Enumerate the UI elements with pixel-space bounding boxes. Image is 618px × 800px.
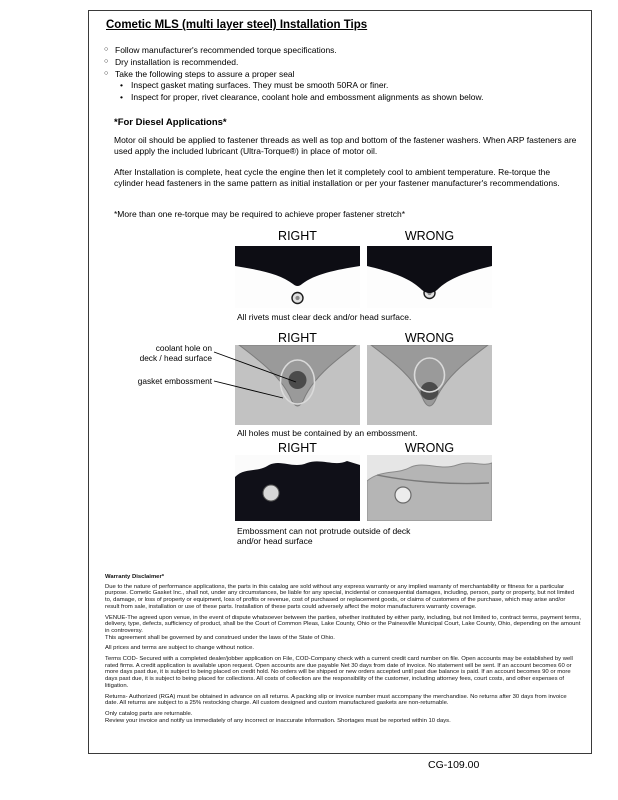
callout-gasket-embossment: gasket embossment — [137, 376, 212, 386]
terms-cod-paragraph: Terms COD- Secured with a completed dealer/jobber application on File, COD-Company check with a current credit card number on file. Open accounts may be established by well rated firms. A credit application is available upon request. Open accounts are due payable Net 30 days from date of invoice. No statement will be sent. If an account becomes 60 or more days past due, it is subject to being placed on credit hold. No orders will be shipped or new orders accepted until past due balance is paid. If an account becomes 90 or more days past due, it is subject to being placed for collections. All costs of collection are the responsibility of the customer, including attorney fees, court costs, and other expenses of litigation. — [105, 656, 573, 689]
warranty-disclaimer-section — [105, 574, 581, 724]
right-label-row2: RIGHT — [278, 331, 317, 345]
prices-terms-line: All prices and terms are subject to change without notice. — [105, 645, 254, 652]
installation-tips-list — [104, 45, 578, 104]
tip-text: Dry installation is recommended. — [115, 56, 239, 67]
rivet-clear-right-image — [235, 246, 360, 308]
callout-coolant-line1: coolant hole on — [155, 343, 212, 353]
catalog-parts-line: Only catalog parts are returnable. — [105, 710, 193, 717]
diagram-rivet-right — [235, 246, 360, 308]
caption-row1: All rivets must clear deck and/or head surface. — [237, 312, 412, 322]
caption-row2: All holes must be contained by an embossment. — [237, 428, 418, 438]
wrong-label-row2: WRONG — [404, 331, 455, 345]
returns-paragraph: Returns- Authorized (RGA) must be obtained in advance on all returns. A packing slip or invoice number must accompany the merchandise. No returns after 30 days from invoice date. All returns are subject to a 25% restocking charge. All custom designed and custom manufactured gaskets are non-returnable. — [105, 693, 567, 707]
list-item — [104, 69, 578, 80]
dot-bullet-icon: • — [120, 80, 123, 91]
circle-bullet-icon: ○ — [104, 69, 109, 77]
retorque-note: *More than one re-torque may be required to achieve proper fastener stretch* — [114, 209, 406, 219]
bolt-hole — [263, 485, 279, 501]
venue-paragraph: VENUE-The agreed upon venue, in the event of dispute whatsoever between the parties, whether instituted by either party, including, but not limited to, contract terms, payment terms, delivery, type, defects, sufficiency of product, shall be the Court of Common Pleas, Lake County, Ohio or the Painesville Municipal Court, Lake County, Ohio, depending on the amount in controversy. — [105, 614, 581, 634]
diagram-embossment-right — [235, 455, 360, 521]
circle-bullet-icon: ○ — [104, 57, 109, 65]
list-item — [120, 92, 578, 103]
tip-text: Follow manufacturer's recommended torque specifications. — [115, 45, 337, 55]
tip-text: Inspect for proper, rivet clearance, coolant hole and embossment alignments as shown below. — [131, 92, 484, 103]
diesel-applications-heading: *For Diesel Applications* — [114, 117, 227, 128]
right-label-row1: RIGHT — [278, 229, 317, 243]
dot-bullet-icon: • — [120, 92, 123, 103]
diagram-embossment-wrong — [367, 455, 492, 521]
rivet-center — [295, 296, 299, 300]
diagram-hole-right — [235, 345, 360, 425]
callout-coolant-hole — [100, 343, 212, 363]
review-invoice-line: Review your invoice and notify us immediately of any incorrect or inaccurate information. Shortages must be reported within 10 days. — [105, 717, 451, 724]
circle-bullet-icon: ○ — [104, 46, 109, 53]
tip-text: Inspect gasket mating surfaces. They must be smooth 50RA or finer. — [131, 80, 389, 91]
hole-contained-right-image — [235, 345, 360, 425]
bolt-hole — [395, 487, 411, 503]
caption-row3 — [237, 526, 410, 546]
wrong-label-row1: WRONG — [404, 229, 455, 243]
list-item — [104, 45, 578, 56]
catalog-page-code: CG-109.00 — [428, 759, 480, 771]
diesel-paragraph-2: After Installation is complete, heat cycle the engine then let it completely cool to ambient temperature. Re-torque the cylinder head fasteners in the same pattern as initial installation or per your fastener manufacturer's recommendations. — [114, 167, 560, 188]
disclaimer-paragraph: Due to the nature of performance applications, the parts in this catalog are sold without any express warranty or any implied warranty of merchantability or fitness for a particular purpose. Cometic Gasket Inc., shall not, under any circumstances, be liable for any special, incidental or consequential damages, including, person, party or property, but not limited to, damage, or loss of property or equipment, loss of profits or revenue, cost of purchased or replacement goods, or claims of customers of the purchase, which may arise and/or result from sale, installation or use of these parts. Installation of these parts could adversely affect the motor manufacturers warranty coverage. — [105, 583, 575, 610]
deck-edge-shape — [235, 461, 360, 521]
callout-coolant-line2: deck / head surface — [139, 353, 212, 363]
diagram-hole-wrong — [367, 345, 492, 425]
wrong-label-row3: WRONG — [404, 441, 455, 455]
page-title: Cometic MLS (multi layer steel) Installation Tips — [106, 19, 368, 31]
list-item — [120, 80, 578, 91]
diagram-rivet-wrong — [367, 246, 492, 308]
hole-contained-wrong-image — [367, 345, 492, 425]
list-item — [104, 57, 578, 68]
embossment-inside-right-image — [235, 455, 360, 521]
right-label-row3: RIGHT — [278, 441, 317, 455]
caption-row3-line1: Embossment can not protrude outside of deck — [237, 526, 411, 536]
warranty-disclaimer-heading: Warranty Disclaimer* — [105, 574, 165, 580]
tip-text: Take the following steps to assure a proper seal — [115, 68, 295, 79]
embossment-outside-wrong-image — [367, 455, 492, 521]
caption-row3-line2: and/or head surface — [237, 536, 313, 546]
governing-law-line: This agreement shall be governed by and construed under the laws of the State of Ohio. — [105, 634, 335, 641]
diesel-paragraph-1: Motor oil should be applied to fastener threads as well as top and bottom of the fastener washers. When ARP fasteners are used apply the included lubricant (Ultra-Torque®) in place of motor oil. — [114, 135, 577, 156]
rivet-clear-wrong-image — [367, 246, 492, 308]
coolant-hole — [289, 371, 307, 389]
